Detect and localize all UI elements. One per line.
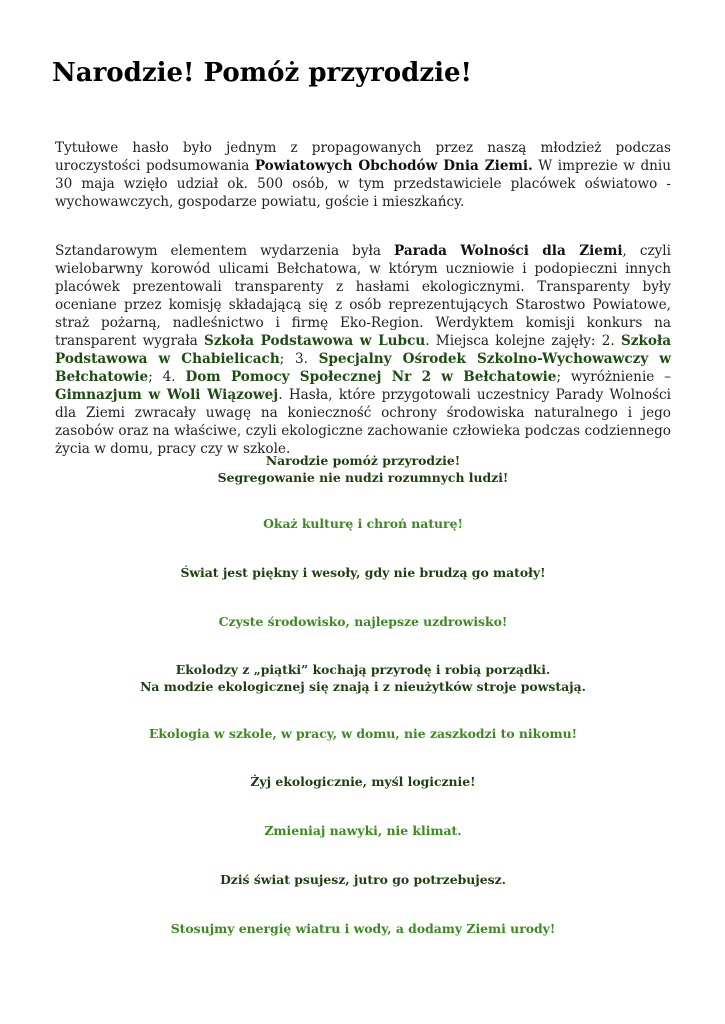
distinction-school: Gimnazjum w Woli Wiązowej bbox=[55, 387, 279, 403]
slogan-line: Stosujmy energię wiatru i wody, a dodamy Ziemi urody! bbox=[170, 921, 556, 936]
slogan-4 bbox=[55, 613, 671, 630]
bold-parade-name: Parada Wolności dla Ziemi bbox=[394, 243, 623, 259]
slogan-5 bbox=[55, 661, 671, 695]
text-run: . Miejsca kolejne zajęły: 2. bbox=[425, 333, 621, 349]
slogan-line: Żyj ekologicznie, myśl logicznie! bbox=[250, 774, 476, 789]
parade-paragraph bbox=[55, 242, 671, 458]
text-run: , czyli wielobarwny korowód ulicami Bełchatowa, w którym uczniowie i podopieczni innych placówek prezentowali transparenty z hasłami ekologicznymi. Transparenty były oceniane przez komisję składającą się z osób reprezentujących Starostwo Powiatowe, straż pożarną, nadleśnictwo i firmę Eko-Region. Werdyktem komisji konkurs na transparent wygrała bbox=[55, 243, 671, 349]
slogan-line: Narodzie pomóż przyrodzie! bbox=[265, 453, 461, 468]
winner-institution-4: Dom Pomocy Społecznej Nr 2 w Bełchatowie bbox=[185, 369, 557, 385]
slogan-line: Zmieniaj nawyki, nie klimat. bbox=[264, 823, 462, 838]
slogan-1 bbox=[55, 452, 671, 486]
slogan-line: Ekolodzy z „piątki” kochają przyrodę i robią porządki. bbox=[175, 662, 551, 677]
winner-school-3: Specjalny Ośrodek Szkolno-Wychowawczy w Bełchatowie bbox=[55, 351, 671, 385]
slogan-line: Czyste środowisko, najlepsze uzdrowisko! bbox=[218, 614, 508, 629]
slogan-7 bbox=[55, 773, 671, 790]
slogan-line: Segregowanie nie nudzi rozumnych ludzi! bbox=[217, 470, 509, 485]
slogan-line: Na modzie ekologicznej się znają i z nieużytków stroje powstają. bbox=[140, 679, 586, 694]
slogan-line: Okaż kulturę i chroń naturę! bbox=[263, 516, 463, 531]
text-run: ; 3. bbox=[279, 351, 319, 367]
slogan-2 bbox=[55, 515, 671, 532]
text-run: ; wyróżnienie – bbox=[556, 369, 671, 385]
slogan-9 bbox=[55, 871, 671, 888]
intro-paragraph bbox=[55, 139, 671, 211]
slogan-3 bbox=[55, 564, 671, 581]
winner-school-1: Szkoła Podstawowa w Lubcu bbox=[203, 333, 426, 349]
winner-school-2: Szkoła Podstawowa w Chabielicach bbox=[55, 333, 672, 367]
text-run: . Hasła, które przygotowali uczestnicy Parady Wolności dla Ziemi zwracały uwagę na konieczność ochrony środowiska naturalnego i jego zasobów oraz na właściwe, czyli ekologiczne zachowanie człowieka podczas codziennego życia w domu, pracy czy w szkole. bbox=[55, 387, 672, 457]
slogan-10 bbox=[55, 920, 671, 937]
slogan-8 bbox=[55, 822, 671, 839]
text-run: Tytułowe hasło było jednym z propagowanych przez naszą młodzież podczas uroczystości podsumowania bbox=[55, 140, 671, 174]
slogan-line: Ekologia w szkole, w pracy, w domu, nie zaszkodzi to nikomu! bbox=[148, 726, 578, 741]
bold-event-name: Powiatowych Obchodów Dnia Ziemi. bbox=[254, 158, 533, 174]
slogan-6 bbox=[55, 725, 671, 742]
slogan-line: Dziś świat psujesz, jutro go potrzebujesz. bbox=[220, 872, 506, 887]
text-run: ; 4. bbox=[148, 369, 186, 385]
text-run: W imprezie w dniu 30 maja wzięło udział ok. 500 osób, w tym przedstawiciele placówek oświatowo - wychowawczych, gospodarze powiatu, goście i mieszkańcy. bbox=[55, 158, 671, 210]
page-title: Narodzie! Pomóż przyrodzie! bbox=[52, 58, 472, 88]
slogan-line: Świat jest piękny i wesoły, gdy nie brudzą go matoły! bbox=[180, 565, 546, 580]
text-run: Sztandarowym elementem wydarzenia była bbox=[55, 243, 395, 259]
